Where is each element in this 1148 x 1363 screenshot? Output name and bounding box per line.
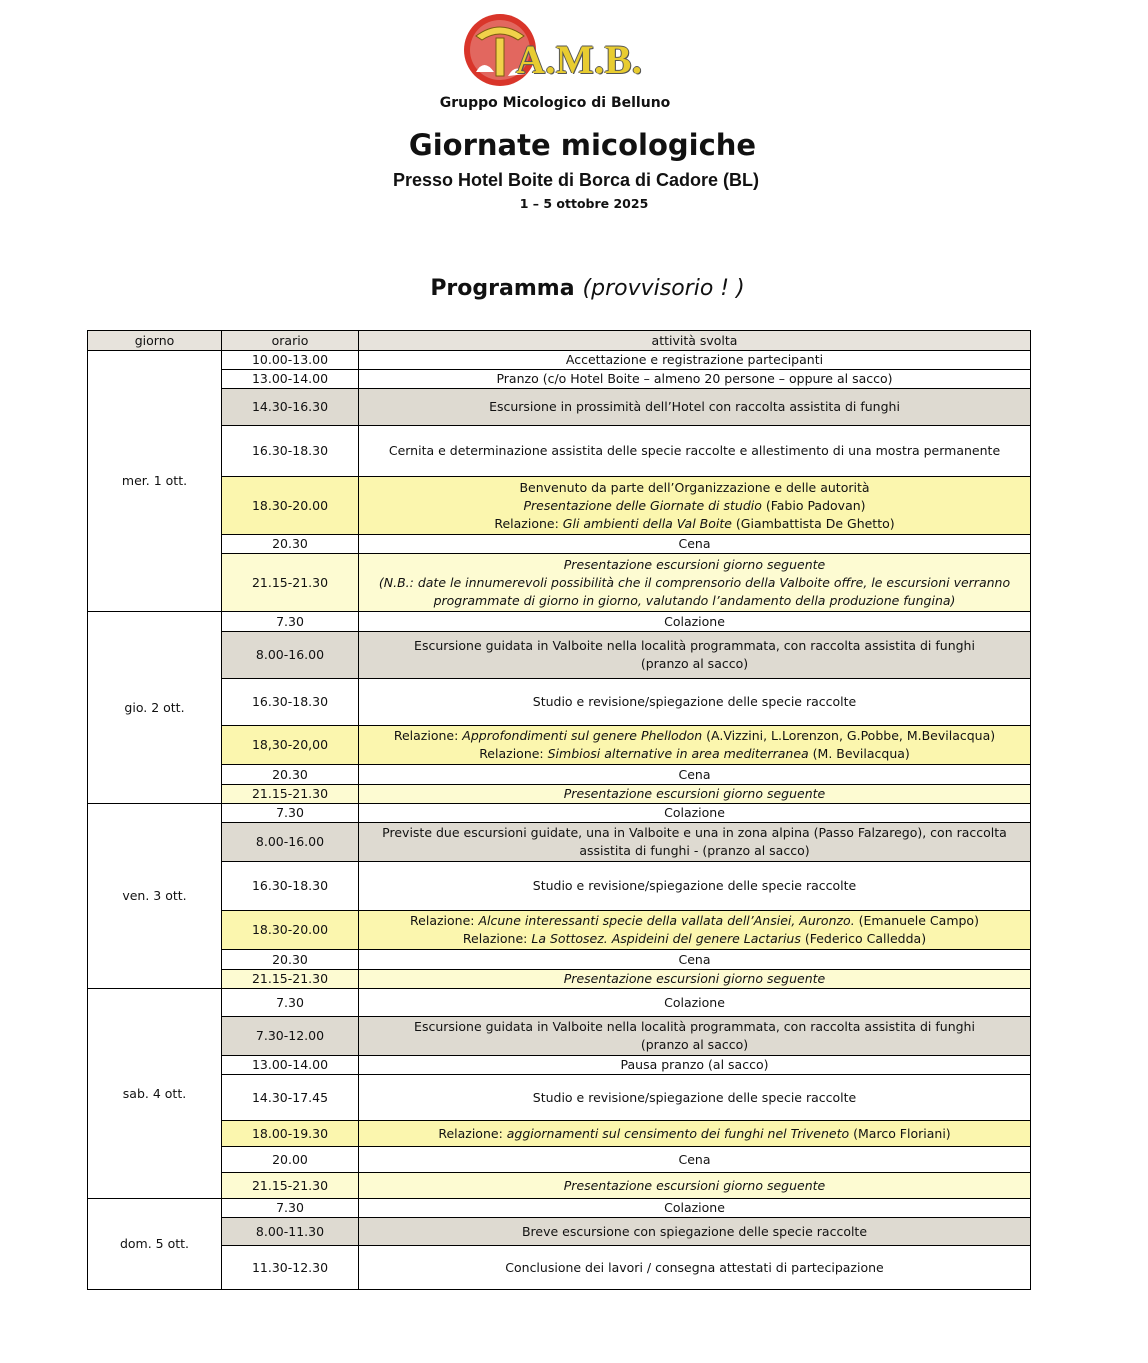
activity-line — [365, 398, 1024, 416]
activity-text: Colazione — [664, 1200, 725, 1215]
table-row — [88, 612, 1031, 632]
activity-text: Relazione: — [410, 913, 479, 928]
page-title: Giornate micologiche — [408, 128, 757, 162]
activity-text: (Fabio Padovan) — [761, 497, 866, 513]
activity-line — [365, 1056, 1024, 1074]
activity-cell — [359, 862, 1031, 911]
activity-cell — [359, 535, 1031, 554]
activity-text: Escursione guidata in Valboite nella località programmata, con raccolta assistita di funghi — [414, 1019, 975, 1034]
activity-line — [365, 1151, 1024, 1169]
activity-line — [365, 951, 1024, 969]
table-row — [88, 370, 1031, 389]
time-cell: 21.15-21.30 — [222, 554, 359, 612]
table-row — [88, 389, 1031, 426]
table-row — [88, 1199, 1031, 1218]
activity-text: Cena — [678, 1151, 711, 1167]
activity-text: (pranzo al sacco) — [640, 1037, 749, 1052]
header-time: orario — [222, 331, 359, 351]
day-cell: dom. 5 ott. — [88, 1199, 222, 1290]
activity-text-italic: Gli ambienti della Val Boite — [562, 515, 732, 531]
activity-text: (Emanuele Campo) — [854, 913, 979, 928]
activity-text-italic: Alcune interessanti specie della vallata dell’Ansiei, Auronzo. — [478, 913, 855, 928]
activity-line — [365, 727, 1024, 745]
time-cell: 7.30-12.00 — [222, 1017, 359, 1056]
activity-line — [365, 745, 1024, 763]
activity-text: (A.Vizzini, L.Lorenzon, G.Pobbe, M.Bevilacqua) — [702, 728, 996, 743]
activity-line — [365, 1223, 1024, 1241]
activity-cell — [359, 1017, 1031, 1056]
time-cell: 18.00-19.30 — [222, 1121, 359, 1147]
time-cell: 21.15-21.30 — [222, 785, 359, 804]
activity-cell — [359, 426, 1031, 477]
activity-text: Conclusione dei lavori / consegna attestati di partecipazione — [505, 1259, 884, 1275]
time-cell: 16.30-18.30 — [222, 679, 359, 726]
activity-line — [365, 693, 1024, 711]
activity-cell — [359, 1121, 1031, 1147]
activity-cell — [359, 632, 1031, 679]
time-cell: 20.00 — [222, 1147, 359, 1173]
schedule-table — [87, 330, 1031, 1290]
activity-line — [365, 442, 1024, 460]
program-label: Programma — [430, 276, 575, 301]
activity-text: Breve escursione con spiegazione delle specie raccolte — [521, 1223, 868, 1239]
activity-cell — [359, 389, 1031, 426]
activity-text: Benvenuto da parte dell’Organizzazione e delle autorità — [519, 479, 870, 495]
activity-text: Colazione — [664, 805, 725, 820]
activity-cell — [359, 679, 1031, 726]
table-row — [88, 426, 1031, 477]
activity-line — [365, 877, 1024, 895]
time-cell: 16.30-18.30 — [222, 862, 359, 911]
activity-line — [365, 1199, 1024, 1217]
activity-text: Studio e revisione/spiegazione delle specie raccolte — [532, 878, 857, 893]
activity-cell — [359, 1246, 1031, 1290]
activity-text: Relazione: — [479, 746, 548, 761]
time-cell: 21.15-21.30 — [222, 1173, 359, 1199]
day-cell: mer. 1 ott. — [88, 351, 222, 612]
time-cell: 7.30 — [222, 1199, 359, 1218]
activity-cell — [359, 785, 1031, 804]
header-activity: attività svolta — [359, 331, 1031, 351]
time-cell: 18.30-20.00 — [222, 477, 359, 535]
activity-cell — [359, 1147, 1031, 1173]
table-row — [88, 1173, 1031, 1199]
activity-text: Accettazione e registrazione partecipanti — [565, 352, 824, 367]
table-row — [88, 632, 1031, 679]
activity-text-italic: Presentazione escursioni giorno seguente — [563, 786, 826, 801]
page-subtitle: Presso Hotel Boite di Borca di Cadore (BL) — [392, 170, 760, 190]
table-row — [88, 1121, 1031, 1147]
activity-line — [365, 535, 1024, 553]
table-row — [88, 804, 1031, 823]
table-row — [88, 535, 1031, 554]
activity-line — [365, 574, 1024, 592]
activity-cell — [359, 726, 1031, 765]
activity-text: Escursione in prossimità dell’Hotel con raccolta assistita di funghi — [489, 399, 900, 414]
table-row — [88, 726, 1031, 765]
logo-text: A.M.B. — [516, 37, 643, 82]
header-day: giorno — [88, 331, 222, 351]
activity-line — [365, 515, 1024, 533]
activity-text: Relazione: — [438, 1125, 507, 1141]
activity-text-italic: Presentazione delle Giornate di studio — [523, 497, 762, 513]
activity-cell — [359, 1173, 1031, 1199]
activity-cell — [359, 1056, 1031, 1075]
time-cell: 20.30 — [222, 535, 359, 554]
activity-cell — [359, 989, 1031, 1017]
time-cell: 20.30 — [222, 765, 359, 785]
time-cell: 11.30-12.30 — [222, 1246, 359, 1290]
day-cell: sab. 4 ott. — [88, 989, 222, 1199]
table-row — [88, 477, 1031, 535]
activity-cell — [359, 765, 1031, 785]
activity-text: Colazione — [664, 613, 725, 629]
activity-line — [365, 785, 1024, 803]
table-row — [88, 823, 1031, 862]
activity-line — [365, 497, 1024, 515]
activity-text-italic: aggiornamenti sul censimento dei funghi nel Triveneto — [506, 1125, 850, 1141]
activity-line — [365, 655, 1024, 673]
activity-line — [365, 1018, 1024, 1036]
group-name: Gruppo Micologico di Belluno — [439, 95, 671, 111]
table-row — [88, 911, 1031, 950]
activity-line — [365, 1125, 1024, 1143]
program-heading — [0, 276, 1148, 301]
activity-cell — [359, 554, 1031, 612]
table-row — [88, 1075, 1031, 1121]
time-cell: 10.00-13.00 — [222, 351, 359, 370]
activity-text: Cena — [678, 951, 711, 967]
activity-line — [365, 637, 1024, 655]
time-cell: 8.00-16.00 — [222, 823, 359, 862]
table-row — [88, 862, 1031, 911]
table-row — [88, 1056, 1031, 1075]
activity-line — [365, 842, 1024, 860]
time-cell: 14.30-17.45 — [222, 1075, 359, 1121]
table-row — [88, 1218, 1031, 1246]
activity-text-italic: Presentazione escursioni giorno seguente — [563, 1177, 826, 1193]
time-cell: 7.30 — [222, 612, 359, 632]
time-cell: 14.30-16.30 — [222, 389, 359, 426]
table-row — [88, 970, 1031, 989]
activity-cell — [359, 804, 1031, 823]
event-dates: 1 – 5 ottobre 2025 — [519, 196, 649, 211]
table-header-row — [88, 331, 1031, 351]
activity-line — [365, 556, 1024, 574]
table-row — [88, 554, 1031, 612]
activity-text: Pausa pranzo (al sacco) — [620, 1057, 769, 1072]
table-row — [88, 679, 1031, 726]
activity-text: Relazione: — [494, 515, 563, 531]
activity-cell — [359, 970, 1031, 989]
activity-text: (Federico Calledda) — [800, 931, 927, 946]
activity-text: Previste due escursioni guidate, una in Valboite e una in zona alpina (Passo Falzarego), con raccolta — [382, 825, 1007, 840]
activity-text: Escursione guidata in Valboite nella località programmata, con raccolta assistita di funghi — [414, 638, 975, 653]
activity-cell — [359, 1199, 1031, 1218]
activity-cell — [359, 911, 1031, 950]
activity-line — [365, 824, 1024, 842]
activity-cell — [359, 612, 1031, 632]
activity-text: (M. Bevilacqua) — [808, 746, 910, 761]
activity-text-italic: (N.B.: date le innumerevoli possibilità che il comprensorio della Valboite offre, le escursioni verranno — [378, 574, 1011, 590]
activity-line — [365, 766, 1024, 784]
activity-cell — [359, 1075, 1031, 1121]
activity-cell — [359, 351, 1031, 370]
activity-text: Cena — [678, 766, 711, 782]
table-row — [88, 785, 1031, 804]
time-cell: 18,30-20,00 — [222, 726, 359, 765]
table-row — [88, 950, 1031, 970]
activity-text: Pranzo (c/o Hotel Boite – almeno 20 persone – oppure al sacco) — [496, 371, 893, 386]
table-row — [88, 1246, 1031, 1290]
table-row — [88, 989, 1031, 1017]
activity-text-italic: Approfondimenti sul genere Phellodon — [462, 728, 703, 743]
activity-line — [365, 994, 1024, 1012]
activity-line — [365, 1089, 1024, 1107]
activity-line — [365, 930, 1024, 948]
activity-cell — [359, 370, 1031, 389]
activity-text-italic: Presentazione escursioni giorno seguente — [563, 556, 826, 572]
activity-text: (pranzo al sacco) — [640, 656, 749, 671]
day-cell: ven. 3 ott. — [88, 804, 222, 989]
activity-text: Colazione — [664, 994, 725, 1010]
amb-logo — [462, 10, 662, 90]
activity-line — [365, 613, 1024, 631]
time-cell: 13.00-14.00 — [222, 1056, 359, 1075]
activity-text: Studio e revisione/spiegazione delle specie raccolte — [532, 694, 857, 709]
activity-line — [365, 370, 1024, 388]
time-cell: 20.30 — [222, 950, 359, 970]
activity-text: Cena — [678, 536, 711, 551]
table-row — [88, 765, 1031, 785]
activity-line — [365, 970, 1024, 988]
time-cell: 16.30-18.30 — [222, 426, 359, 477]
activity-text: Cernita e determinazione assistita delle specie raccolte e allestimento di una mostra permanente — [388, 443, 1001, 458]
activity-cell — [359, 950, 1031, 970]
table-row — [88, 351, 1031, 370]
activity-text: Relazione: — [393, 728, 463, 743]
time-cell: 8.00-11.30 — [222, 1218, 359, 1246]
time-cell: 18.30-20.00 — [222, 911, 359, 950]
activity-text: Relazione: — [462, 931, 532, 946]
activity-text: assistita di funghi - (pranzo al sacco) — [579, 843, 810, 858]
activity-line — [365, 479, 1024, 497]
activity-text: (Giambattista De Ghetto) — [731, 515, 895, 531]
activity-line — [365, 1036, 1024, 1054]
activity-cell — [359, 477, 1031, 535]
activity-line — [365, 1177, 1024, 1195]
activity-line — [365, 912, 1024, 930]
activity-text-italic: Presentazione escursioni giorno seguente — [563, 971, 826, 986]
program-note: (provvisorio ! ) — [582, 276, 745, 301]
activity-cell — [359, 1218, 1031, 1246]
time-cell: 21.15-21.30 — [222, 970, 359, 989]
activity-text-italic: Simbiosi alternative in area mediterranea — [547, 746, 809, 761]
time-cell: 7.30 — [222, 989, 359, 1017]
activity-line — [365, 351, 1024, 369]
activity-line — [365, 592, 1024, 610]
table-row — [88, 1147, 1031, 1173]
table-row — [88, 1017, 1031, 1056]
activity-line — [365, 1259, 1024, 1277]
activity-cell — [359, 823, 1031, 862]
time-cell: 8.00-16.00 — [222, 632, 359, 679]
activity-text-italic: programmate di giorno in giorno, valutando l’andamento della produzione fungina) — [433, 592, 956, 608]
activity-line — [365, 804, 1024, 822]
time-cell: 7.30 — [222, 804, 359, 823]
activity-text: (Marco Floriani) — [849, 1125, 951, 1141]
time-cell: 13.00-14.00 — [222, 370, 359, 389]
day-cell: gio. 2 ott. — [88, 612, 222, 804]
activity-text: Studio e revisione/spiegazione delle specie raccolte — [532, 1089, 857, 1105]
activity-text-italic: La Sottosez. Aspideini del genere Lactarius — [531, 931, 801, 946]
